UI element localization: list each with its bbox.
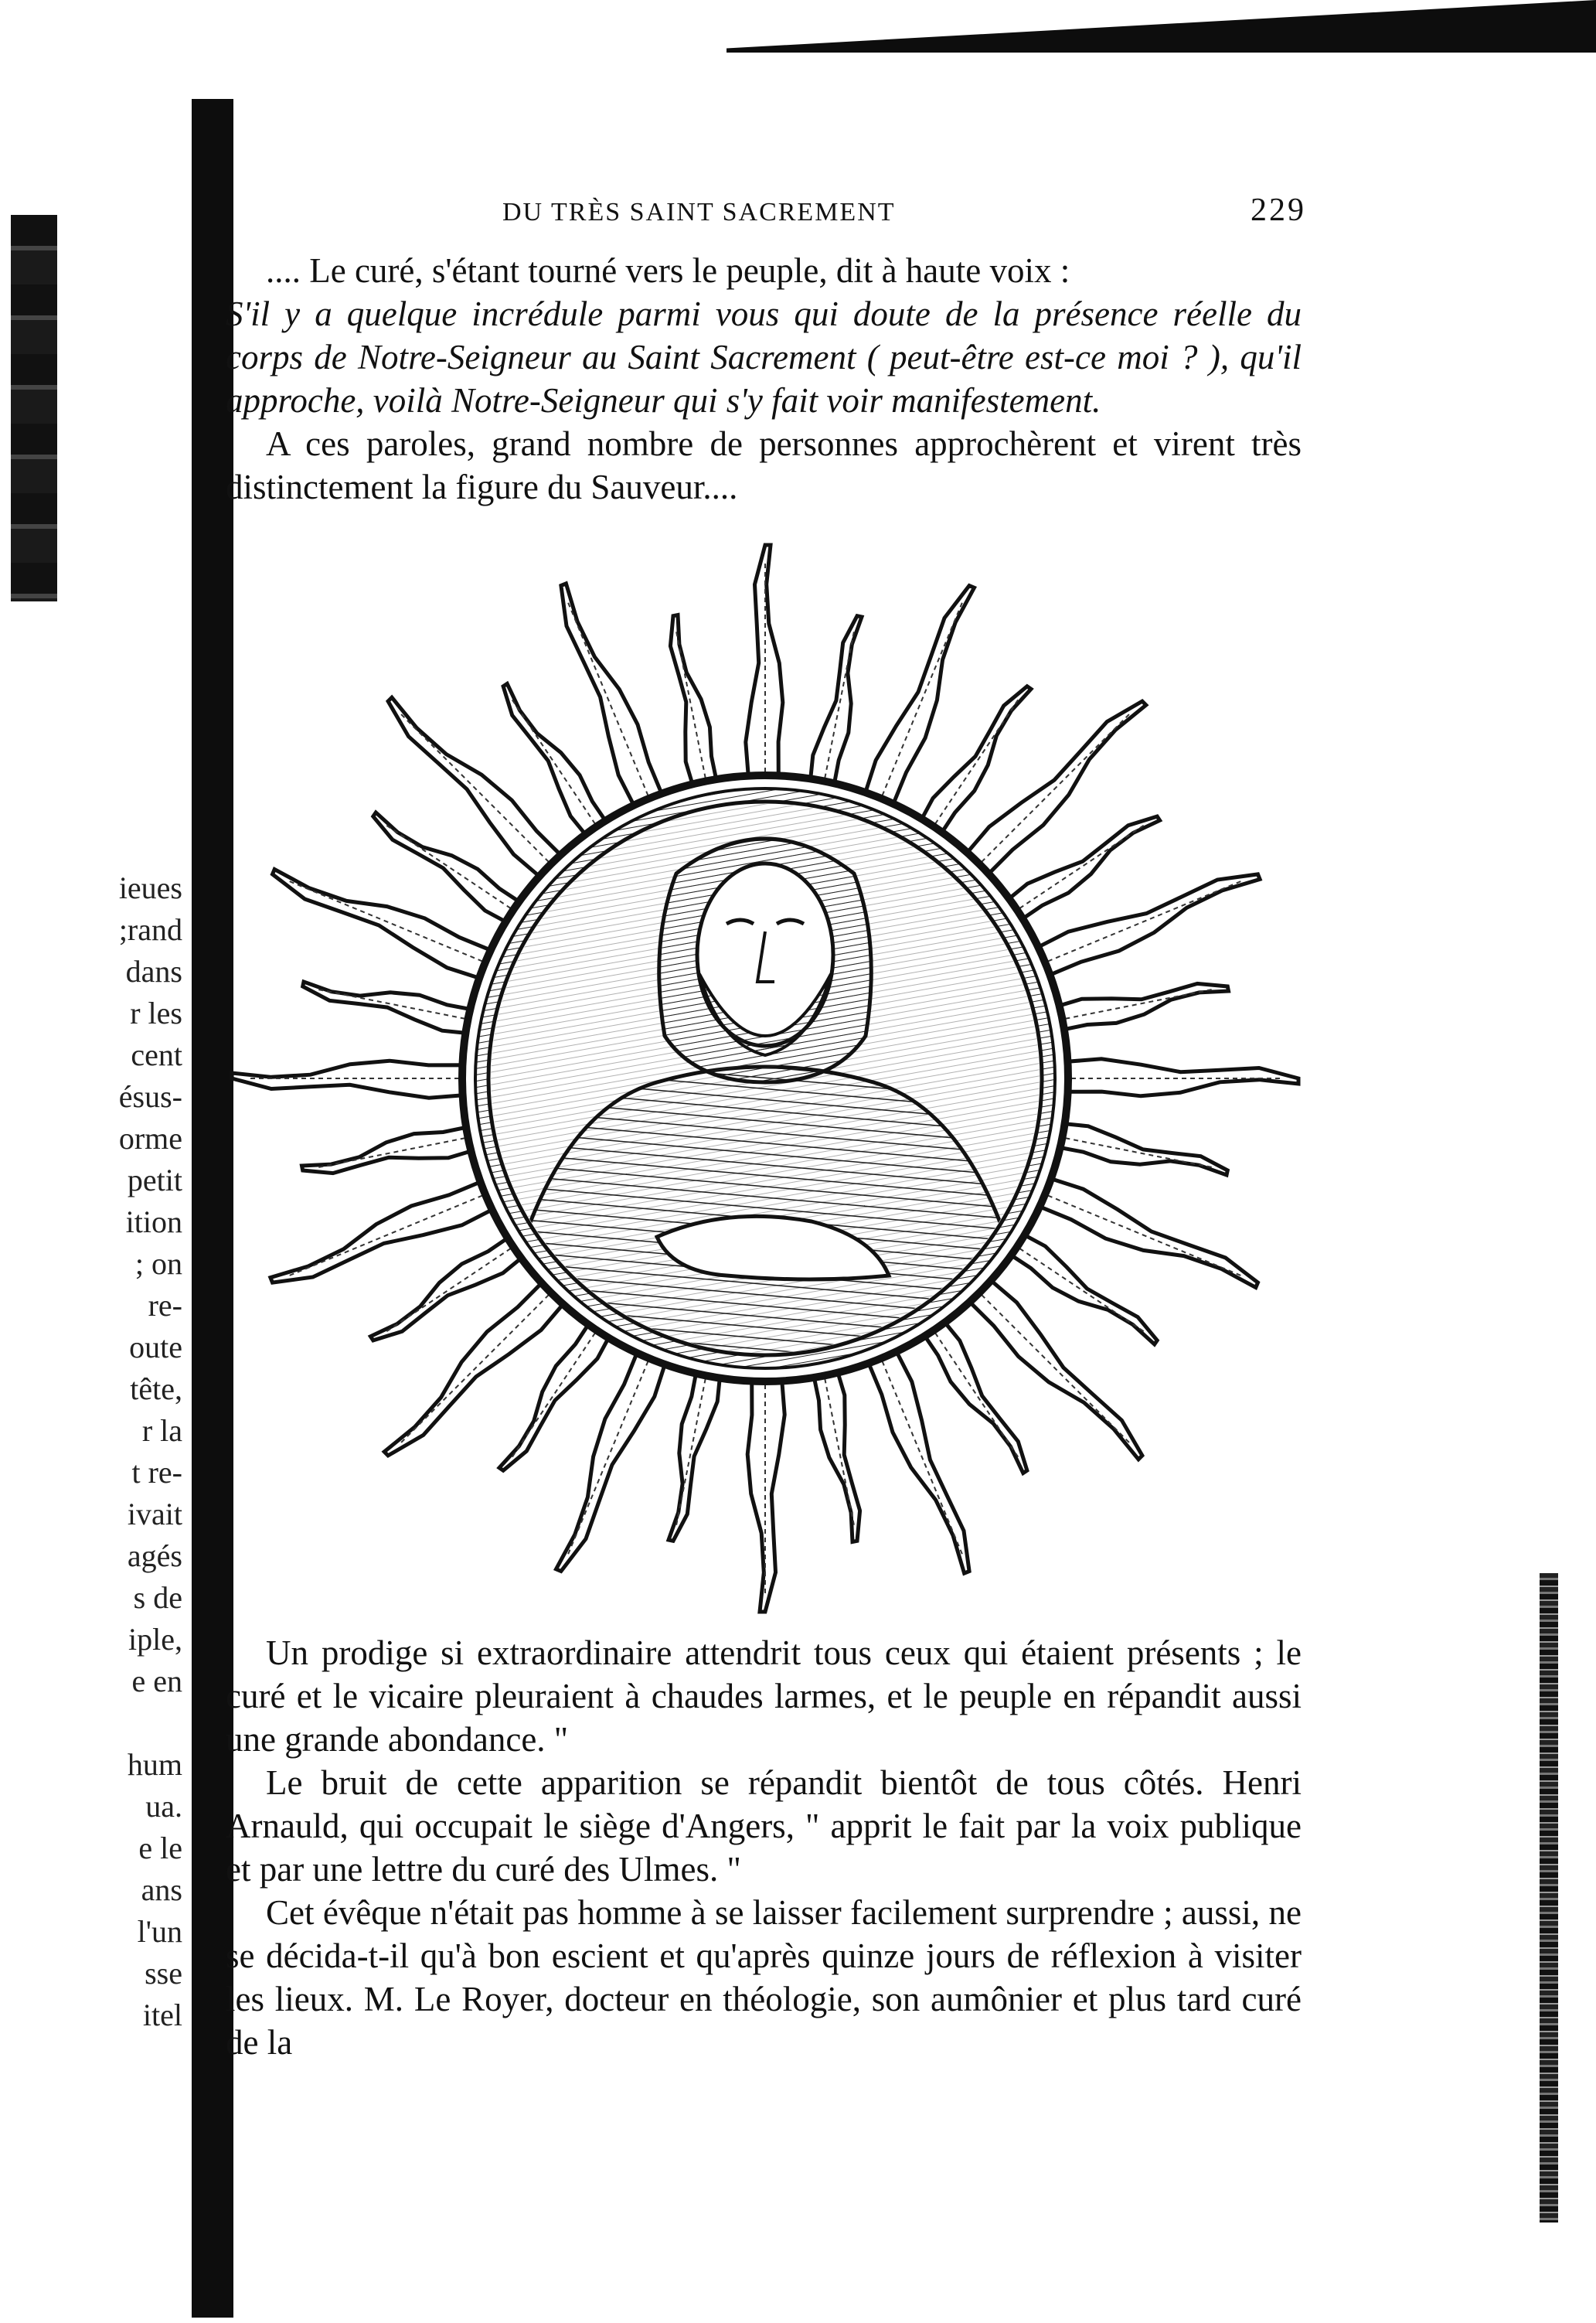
margin-fragment: agés — [127, 1538, 182, 1573]
margin-fragment: t re- — [131, 1455, 182, 1490]
running-title: DU TRÈS SAINT SACREMENT — [502, 198, 896, 227]
running-header — [502, 192, 1306, 238]
paragraph: Cet évêque n'était pas homme à se laisser facilement surprendre ; aussi, ne se décida-t-il qu'à bon escient et qu'après quinze jours de réflexion à visiter les lieux. M. Le Royer, docteur en théologie, son aumônier et plus tard curé de la — [226, 1893, 1302, 2062]
page-number: 229 — [1251, 192, 1306, 228]
margin-fragment: dans — [125, 954, 182, 989]
right-edge-strip — [1540, 1573, 1558, 2223]
margin-fragment: petit — [127, 1163, 182, 1197]
margin-fragment: ;rand — [118, 912, 182, 947]
paragraph: Un prodige si extraordinaire attendrit tous ceux qui étaient présents ; le curé et le vicaire pleuraient à chaudes larmes, et le peuple en répandit aussi une grande abondance. " — [226, 1633, 1302, 1759]
margin-fragment: ieues — [118, 870, 182, 905]
top-text-block — [226, 249, 1302, 509]
paragraph-italic-quote: S'il y a quelque incrédule parmi vous qui doute de la présence réelle du corps de Notre-Seigneur au Saint Sacrement ( peut-être est-ce moi ? ), qu'il approche, voilà Notre-Seigneur qui s'y fait voir manifestement. — [226, 295, 1302, 420]
margin-fragment: re- — [148, 1288, 182, 1323]
bottom-text-block — [226, 1631, 1302, 2064]
sun-ray — [810, 616, 862, 789]
top-scan-border — [727, 0, 1596, 53]
facing-page-fragments — [108, 867, 182, 2036]
margin-fragment: r la — [141, 1413, 182, 1448]
paragraph: .... Le curé, s'étant tourné vers le peuple, dit à haute voix : — [266, 251, 1070, 290]
sun-ray — [1055, 1123, 1228, 1175]
margin-fragment: ; on — [134, 1246, 182, 1281]
margin-fragment: l'un — [137, 1914, 182, 1949]
margin-fragment: ivait — [127, 1497, 182, 1531]
paragraph: Le bruit de cette apparition se répandit bientôt de tous côtés. Henri Arnauld, qui occupait le siège d'Angers, " apprit le fait par la voix publique et par une lettre du curé des Ulmes. " — [226, 1763, 1302, 1889]
margin-fragment — [108, 1702, 182, 1744]
margin-fragment: tête, — [130, 1371, 182, 1406]
margin-fragment: ans — [141, 1872, 182, 1907]
sunburst-christ-illustration — [224, 541, 1306, 1616]
margin-fragment: orme — [118, 1121, 182, 1156]
margin-fragment: hum — [127, 1747, 182, 1782]
margin-fragment: s de — [133, 1580, 182, 1615]
margin-fragment: cent — [131, 1037, 182, 1072]
sun-ray — [232, 1061, 468, 1098]
margin-fragment: ua. — [145, 1789, 182, 1824]
left-edge-tab — [11, 215, 57, 601]
margin-fragment: e en — [131, 1664, 182, 1698]
margin-fragment: e le — [138, 1831, 182, 1865]
sun-ray — [669, 1368, 720, 1541]
paragraph: A ces paroles, grand nombre de personnes approchèrent et virent très distinctement la figure du Sauveur.... — [226, 424, 1302, 506]
margin-fragment: itel — [142, 1998, 182, 2032]
margin-fragment: r les — [130, 996, 182, 1030]
sun-ray — [747, 1375, 784, 1612]
sun-ray — [303, 982, 476, 1034]
margin-fragment: ésus- — [118, 1079, 182, 1114]
margin-fragment: oute — [129, 1330, 182, 1364]
margin-fragment: ition — [125, 1204, 182, 1239]
margin-fragment: iple, — [128, 1622, 182, 1657]
sun-ray — [1062, 1059, 1298, 1096]
margin-fragment: sse — [145, 1956, 182, 1991]
sun-ray — [746, 545, 783, 782]
